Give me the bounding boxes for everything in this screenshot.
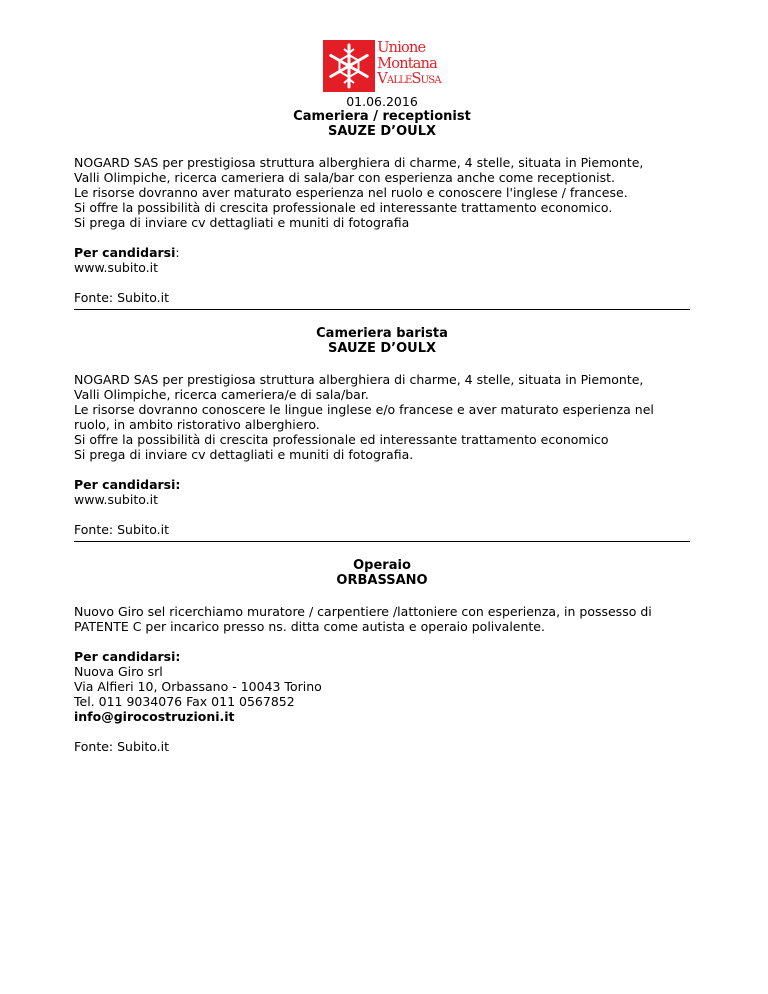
apply-heading — [74, 649, 690, 664]
job-title: Operaio — [353, 558, 411, 573]
union-logo — [74, 40, 690, 96]
job-source: Fonte: Subito.it — [74, 739, 170, 754]
job-source: Fonte: Subito.it — [74, 522, 170, 537]
description-line: Si offre la possibilità di crescita professionale ed interessante trattamento economico — [74, 432, 609, 447]
apply-heading — [74, 477, 690, 492]
bulletin-date: 01.06.2016 — [346, 94, 418, 109]
description-line: NOGARD SAS per prestigiosa struttura alberghiera di charme, 4 stelle, situata in Piemonte, — [74, 372, 644, 387]
job-listing — [74, 109, 690, 305]
contact-address: Via Alfieri 10, Orbassano - 10043 Torino — [74, 679, 322, 694]
apply-label: Per candidarsi: — [74, 649, 181, 664]
logo-line-1: Unione — [377, 40, 426, 56]
job-location: SAUZE D’OULX — [327, 341, 437, 356]
description-line: Si prega di inviare cv dettagliati e muniti di fotografia. — [74, 447, 414, 462]
logo-susa: Susa — [411, 71, 441, 87]
job-listing — [74, 326, 690, 537]
description-line: Valli Olimpiche, ricerca cameriera di sala/bar con esperienza anche come receptionist. — [74, 170, 615, 185]
apply-link[interactable]: www.subito.it — [74, 260, 159, 275]
job-description — [74, 155, 690, 230]
apply-label: Per candidarsi: — [74, 477, 181, 492]
contact-company: Nuova Giro srl — [74, 664, 163, 679]
logo-line-3 — [377, 72, 441, 88]
job-description — [74, 372, 690, 462]
description-line: Si prega di inviare cv dettagliati e muniti di fotografia — [74, 215, 410, 230]
job-location: SAUZE D’OULX — [327, 124, 437, 139]
description-line: Le risorse dovranno aver maturato esperienza nel ruolo e conoscere l'inglese / francese. — [74, 185, 628, 200]
section-divider — [74, 541, 690, 542]
section-divider — [74, 309, 690, 310]
description-line: Valli Olimpiche, ricerca cameriera/e di sala/bar. — [74, 387, 369, 402]
apply-link[interactable]: www.subito.it — [74, 492, 159, 507]
apply-section — [74, 245, 690, 275]
description-line: Le risorse dovranno conoscere le lingue inglese e/o francese e aver maturato esperienza nel — [74, 402, 654, 417]
description-line: PATENTE C per incarico presso ns. ditta come autista e operaio polivalente. — [74, 619, 545, 634]
document-page — [74, 40, 690, 754]
job-source: Fonte: Subito.it — [74, 290, 170, 305]
description-line: ruolo, in ambito ristorativo alberghiero. — [74, 417, 320, 432]
logo-wordmark — [377, 40, 441, 88]
contact-email[interactable]: info@girocostruzioni.it — [74, 709, 235, 724]
description-line: Nuovo Giro sel ricerchiamo muratore / carpentiere /lattoniere con esperienza, in possesso di — [74, 604, 652, 619]
job-title: Cameriera barista — [316, 326, 448, 341]
snowflake-emblem-icon — [323, 40, 375, 92]
apply-section — [74, 649, 690, 724]
description-line: NOGARD SAS per prestigiosa struttura alberghiera di charme, 4 stelle, situata in Piemonte, — [74, 155, 644, 170]
apply-section — [74, 477, 690, 507]
logo-valle: Valle — [377, 71, 412, 87]
description-line: Si offre la possibilità di crescita professionale ed interessante trattamento economico. — [74, 200, 613, 215]
logo-line-2: Montana — [377, 55, 438, 72]
contact-phone: Tel. 011 9034076 Fax 011 0567852 — [74, 694, 295, 709]
job-description — [74, 604, 690, 634]
job-listing — [74, 558, 690, 754]
job-location: ORBASSANO — [336, 573, 428, 588]
apply-heading — [74, 245, 690, 260]
apply-label: Per candidarsi — [74, 245, 176, 260]
apply-label-suffix: : — [175, 245, 180, 260]
job-title: Cameriera / receptionist — [293, 109, 471, 124]
